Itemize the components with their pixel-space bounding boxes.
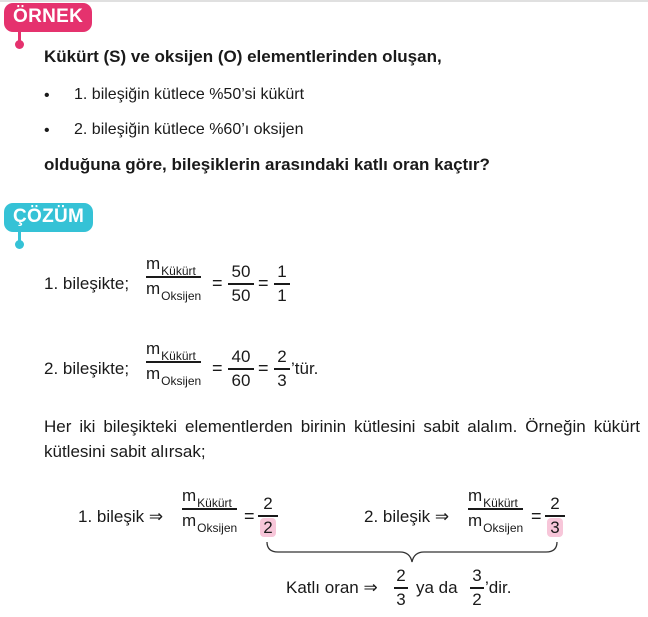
bullet-dot-2: • bbox=[44, 122, 50, 139]
badge-pin-dot bbox=[15, 240, 24, 249]
underbrace bbox=[264, 540, 560, 566]
explanation-paragraph: Her iki bileşikteki elementlerden birinin kütlesini sabit alalım. Örneğin kükürt kütlesini sabit alırsak; bbox=[44, 417, 640, 461]
denominator: 3 bbox=[396, 589, 406, 609]
denominator: 3 bbox=[277, 370, 287, 390]
oxygen-subscript: Oksijen bbox=[161, 373, 202, 388]
highlighted-denominator: 3 bbox=[547, 518, 562, 537]
numerator: 1 bbox=[277, 262, 287, 281]
mass-symbol: m bbox=[468, 510, 483, 530]
fraction-1-1 bbox=[274, 262, 290, 306]
compound2-fixed-fraction bbox=[545, 494, 565, 538]
mass-symbol: m bbox=[146, 339, 161, 358]
mass-symbol: m bbox=[468, 486, 483, 505]
multiple-ratio-label: Katlı oran ⇒ bbox=[286, 578, 378, 597]
equals-sign: = bbox=[258, 358, 269, 378]
mass-symbol: m bbox=[146, 254, 161, 273]
ratio-2-3 bbox=[394, 566, 408, 610]
denominator: 60 bbox=[231, 370, 251, 390]
row2-label: 2. bileşikte; bbox=[44, 359, 130, 378]
solution-badge bbox=[4, 203, 93, 232]
numerator: 40 bbox=[231, 347, 251, 366]
mass-symbol: m bbox=[146, 278, 161, 298]
sulfur-subscript: Kükürt bbox=[197, 496, 232, 510]
badge-pin-dot bbox=[15, 40, 24, 49]
compound1-label: 1. bileşik ⇒ bbox=[78, 507, 164, 526]
numerator: 2 bbox=[396, 566, 406, 585]
mass-ratio-fraction-1 bbox=[146, 254, 202, 303]
numerator: 2 bbox=[277, 347, 287, 366]
compound1-mass-ratio bbox=[182, 486, 238, 535]
equals-sign: = bbox=[258, 273, 269, 293]
equals-sign: = bbox=[531, 506, 542, 526]
equals-sign: = bbox=[212, 358, 223, 378]
row1-label: 1. bileşikte; bbox=[44, 274, 130, 293]
row2-suffix: ’tür. bbox=[291, 359, 319, 378]
top-divider bbox=[0, 0, 648, 2]
result-suffix: ’dir. bbox=[485, 578, 512, 597]
compound2-label: 2. bileşik ⇒ bbox=[364, 507, 450, 526]
highlighted-denominator: 2 bbox=[260, 518, 275, 537]
mass-symbol: m bbox=[146, 363, 161, 383]
bullet-item-1: 1. bileşiğin kütlece %50’si kükürt bbox=[74, 86, 305, 103]
bullet-dot-1: • bbox=[44, 87, 50, 104]
denominator: 1 bbox=[277, 285, 287, 305]
sulfur-subscript: Kükürt bbox=[483, 496, 518, 510]
example-badge-label: ÖRNEK bbox=[13, 6, 84, 27]
oxygen-subscript: Oksijen bbox=[161, 288, 202, 303]
fraction-40-60 bbox=[228, 347, 254, 391]
fraction-50-50 bbox=[228, 262, 254, 306]
example-badge bbox=[4, 3, 92, 32]
equals-sign: = bbox=[244, 506, 255, 526]
question-ask: olduğuna göre, bileşiklerin arasındaki katlı oran kaçtır? bbox=[44, 155, 490, 174]
denominator: 50 bbox=[231, 285, 251, 305]
sulfur-subscript: Kükürt bbox=[161, 349, 196, 363]
or-text: ya da bbox=[416, 578, 458, 597]
compound2-mass-ratio bbox=[468, 486, 524, 535]
denominator: 2 bbox=[472, 589, 482, 609]
mass-ratio-fraction-2 bbox=[146, 339, 202, 388]
numerator: 3 bbox=[472, 566, 482, 585]
numerator: 2 bbox=[263, 494, 273, 513]
fraction-2-3 bbox=[274, 347, 290, 391]
oxygen-subscript: Oksijen bbox=[483, 520, 524, 535]
compound1-fixed-fraction bbox=[258, 494, 278, 538]
question-intro: Kükürt (S) ve oksijen (O) elementlerinden oluşan, bbox=[44, 47, 442, 66]
ratio-3-2 bbox=[470, 566, 484, 610]
mass-symbol: m bbox=[182, 510, 197, 530]
numerator: 2 bbox=[550, 494, 560, 513]
sulfur-subscript: Kükürt bbox=[161, 264, 196, 278]
solution-badge-label: ÇÖZÜM bbox=[13, 206, 85, 227]
equals-sign: = bbox=[212, 273, 223, 293]
mass-symbol: m bbox=[182, 486, 197, 505]
numerator: 50 bbox=[231, 262, 251, 281]
oxygen-subscript: Oksijen bbox=[197, 520, 238, 535]
bullet-item-2: 2. bileşiğin kütlece %60’ı oksijen bbox=[74, 121, 304, 138]
